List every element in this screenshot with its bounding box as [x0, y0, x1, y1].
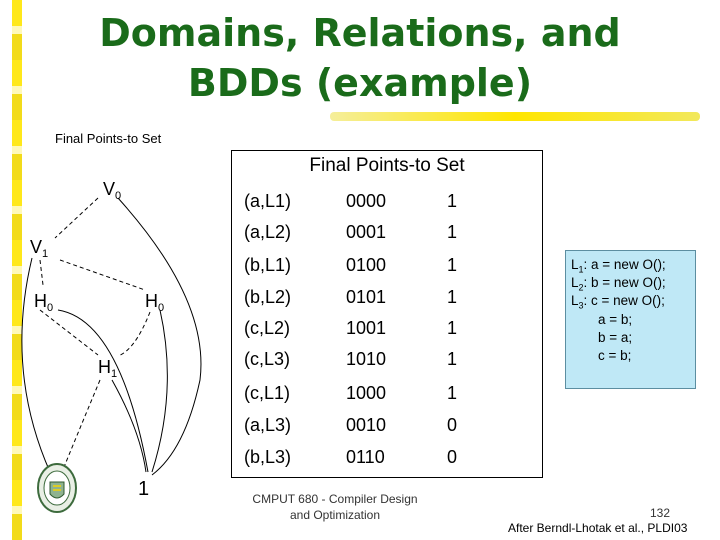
- bits-cell: 0000: [346, 191, 387, 211]
- code-line: b = a;: [598, 330, 633, 345]
- pair-cell: (a,L3): [244, 415, 292, 435]
- edge-v0-one: [118, 198, 201, 475]
- bits-cell: 1000: [346, 383, 387, 403]
- pair-cell: (b,L2): [244, 287, 292, 307]
- value-cell: 1: [447, 255, 458, 275]
- table-row: [232, 383, 542, 414]
- title-line-1: Domains, Relations, and: [99, 11, 621, 55]
- table-row: [232, 318, 542, 349]
- bits-cell: 0100: [346, 255, 387, 275]
- code-line: $L_3$: c = new O();: [571, 293, 665, 311]
- bdd-node-h1: $H_1$: [98, 357, 118, 380]
- table-row: [232, 349, 542, 380]
- code-line: $L_1$: a = new O();: [571, 257, 666, 275]
- bdd-node-v0: $V_0$: [103, 179, 122, 202]
- edge-h0r-h1-dashed: [118, 312, 150, 356]
- slide-subtitle: Final Points-to Set: [55, 131, 162, 146]
- title-line-2: BDDs (example): [187, 61, 533, 105]
- table-row: [232, 287, 542, 318]
- footer-line-2: and Optimization: [289, 508, 381, 522]
- pair-cell: (c,L3): [244, 349, 291, 369]
- edge-v1-h0r-dashed: [60, 260, 145, 290]
- footer-line-1: CMPUT 680 - Compiler Design: [252, 492, 418, 506]
- table-row: [232, 222, 542, 253]
- value-cell: 1: [447, 383, 458, 403]
- code-line: a = b;: [598, 312, 633, 327]
- table-row: [232, 255, 542, 286]
- value-cell: 1: [447, 318, 458, 338]
- title-underline: [330, 112, 700, 121]
- pair-cell: (b,L1): [244, 255, 292, 275]
- bdd-node-labels: [30, 179, 164, 380]
- bits-cell: 1001: [346, 318, 387, 338]
- table-row: [232, 191, 542, 222]
- bits-cell: 1010: [346, 349, 387, 369]
- pair-cell: (a,L2): [244, 222, 292, 242]
- slide-number: 132: [650, 506, 671, 520]
- edge-v0-v1-dashed: [55, 198, 98, 238]
- university-seal-logo: [36, 462, 78, 514]
- value-cell: 1: [447, 191, 458, 211]
- bdd-terminal-one: 1: [138, 478, 150, 500]
- value-cell: 1: [447, 349, 458, 369]
- code-line: c = b;: [598, 348, 632, 363]
- edge-h0l-h1-dashed: [40, 310, 98, 355]
- course-footer: [240, 491, 430, 523]
- source-code-box: [565, 250, 696, 389]
- bits-cell: 0001: [346, 222, 387, 242]
- code-line: $L_2$: b = new O();: [571, 275, 666, 293]
- bdd-node-h0-right: $H_0$: [145, 291, 165, 314]
- pair-cell: (b,L3): [244, 447, 292, 467]
- value-cell: 1: [447, 222, 458, 242]
- bdd-node-v1: $V_1$: [30, 237, 49, 260]
- pair-cell: (a,L1): [244, 191, 292, 211]
- edge-h1-one: [112, 380, 146, 472]
- edge-h0r-one: [152, 310, 167, 472]
- bits-cell: 0110: [346, 447, 385, 467]
- pair-cell: (c,L1): [244, 383, 291, 403]
- edge-h1-zero-dashed: [62, 380, 100, 472]
- bdd-node-h0-left: $H_0$: [34, 291, 54, 314]
- bdd-diagram: [0, 150, 232, 520]
- bits-cell: 0101: [346, 287, 387, 307]
- bdd-edges: [22, 198, 201, 475]
- table-row: [232, 415, 542, 446]
- value-cell: 0: [447, 447, 458, 467]
- pair-cell: (c,L2): [244, 318, 291, 338]
- value-cell: 0: [447, 415, 458, 435]
- table-row: [232, 447, 542, 478]
- value-cell: 1: [447, 287, 458, 307]
- points-to-table: [231, 150, 543, 478]
- edge-v1-h0l-dashed: [40, 260, 43, 285]
- slide-title: [80, 8, 640, 108]
- bits-cell: 0010: [346, 415, 387, 435]
- points-to-table-title: Final Points-to Set: [309, 155, 465, 176]
- citation-credit: After Berndl-Lhotak et al., PLDI03: [508, 521, 688, 535]
